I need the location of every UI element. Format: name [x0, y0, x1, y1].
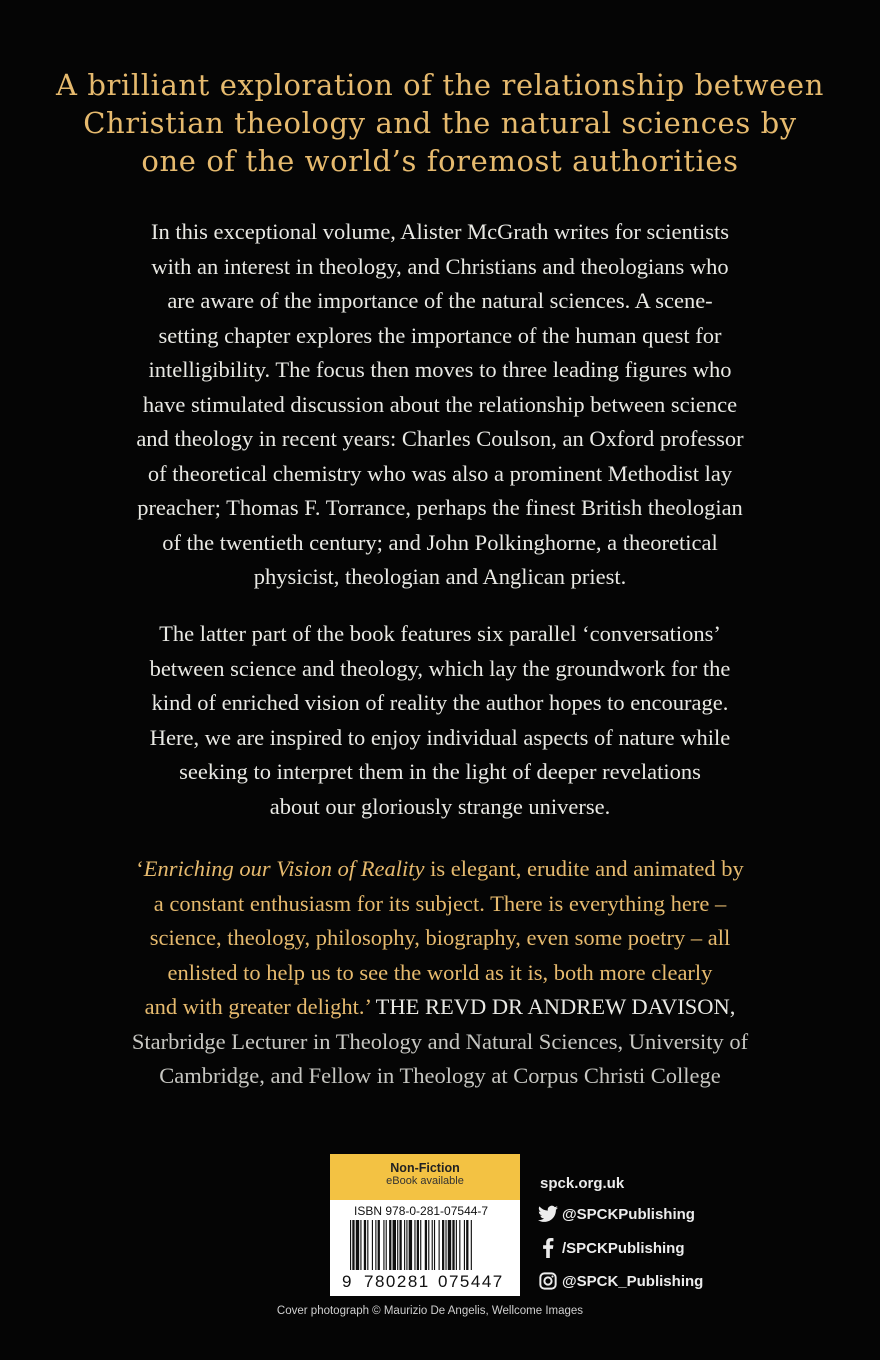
paragraph-line: are aware of the importance of the natural sciences. A scene-	[167, 288, 713, 313]
facebook-icon	[538, 1238, 558, 1258]
category-text: Non-Fiction	[390, 1161, 460, 1175]
paragraph-line: seeking to interpret them in the light of deeper revelations	[179, 759, 701, 784]
quote-attribution-line: Cambridge, and Fellow in Theology at Corpus Christi College	[159, 1063, 721, 1088]
endorsement-quote	[52, 852, 828, 1094]
facebook-link[interactable]	[538, 1238, 685, 1258]
paragraph-line: physicist, theologian and Anglican priest.	[253, 564, 627, 589]
description-paragraph-1	[52, 215, 828, 595]
category-label	[330, 1154, 520, 1200]
paragraph-line: Here, we are inspired to enjoy individual aspects of nature while	[149, 724, 731, 750]
barcode-digits-right: 075447	[438, 1272, 504, 1291]
instagram-icon	[538, 1271, 558, 1291]
barcode-icon	[330, 1220, 520, 1274]
quote-text: and with greater delight.’	[144, 994, 371, 1019]
barcode-digits-left: 780281	[364, 1272, 430, 1291]
paragraph-line: between science and theology, which lay the groundwork for the	[149, 655, 731, 681]
twitter-link[interactable]	[538, 1204, 695, 1224]
back-cover-headline	[40, 66, 840, 180]
cover-photo-credit: Cover photograph © Maurizio De Angelis, Wellcome Images	[276, 1305, 584, 1317]
headline-line: Christian theology and the natural sciences by	[83, 106, 797, 140]
quote-line	[52, 852, 828, 887]
paragraph-line: The latter part of the book features six parallel ‘conversations’	[159, 621, 721, 646]
headline-line: A brilliant exploration of the relationship between	[56, 68, 824, 102]
quote-line	[52, 990, 828, 1025]
quote-text: is elegant, erudite and animated by	[424, 856, 744, 881]
paragraph-line: In this exceptional volume, Alister McGrath writes for scientists	[150, 219, 729, 244]
quoted-book-title: Enriching our Vision of Reality	[143, 856, 425, 881]
paragraph-line: of theoretical chemistry who was also a prominent Methodist lay	[147, 460, 733, 486]
paragraph-line: about our gloriously strange universe.	[269, 793, 611, 819]
quote-open-mark: ‘	[136, 856, 144, 881]
paragraph-line: and theology in recent years: Charles Coulson, an Oxford professor	[136, 426, 744, 451]
instagram-link[interactable]	[538, 1271, 703, 1291]
quote-line: science, theology, philosophy, biography, even some poetry – all	[149, 925, 731, 950]
paragraph-line: preacher; Thomas F. Torrance, perhaps the finest British theologian	[137, 495, 743, 520]
twitter-handle: @SPCKPublishing	[562, 1205, 695, 1223]
quote-attribution-name: THE REVD DR ANDREW DAVISON,	[370, 994, 736, 1019]
publisher-website[interactable]: spck.org.uk	[540, 1174, 625, 1192]
instagram-handle: @SPCK_Publishing	[562, 1272, 704, 1290]
paragraph-line: intelligibility. The focus then moves to three leading figures who	[148, 357, 732, 382]
isbn-text: ISBN 978-0-281-07544-7	[354, 1204, 489, 1218]
headline-line: one of the world’s foremost authorities	[141, 144, 739, 178]
paragraph-line: of the twentieth century; and John Polkinghorne, a theoretical	[162, 529, 718, 555]
paragraph-line: have stimulated discussion about the relationship between science	[142, 391, 738, 417]
paragraph-line: kind of enriched vision of reality the author hopes to encourage.	[151, 690, 729, 715]
paragraph-line: with an interest in theology, and Christians and theologians who	[151, 253, 729, 279]
ebook-available-text: eBook available	[386, 1175, 464, 1187]
description-paragraph-2	[52, 617, 828, 824]
facebook-handle: /SPCKPublishing	[562, 1239, 685, 1257]
twitter-icon	[538, 1204, 558, 1224]
paragraph-line: setting chapter explores the importance of the human quest for	[158, 322, 722, 348]
quote-attribution-line: Starbridge Lecturer in Theology and Natural Sciences, University of	[131, 1028, 749, 1054]
barcode-digit-first: 9	[342, 1272, 352, 1291]
quote-line: a constant enthusiasm for its subject. There is everything here –	[153, 890, 727, 916]
quote-line: enlisted to help us to see the world as it is, both more clearly	[167, 959, 713, 985]
barcode-label	[330, 1154, 520, 1296]
